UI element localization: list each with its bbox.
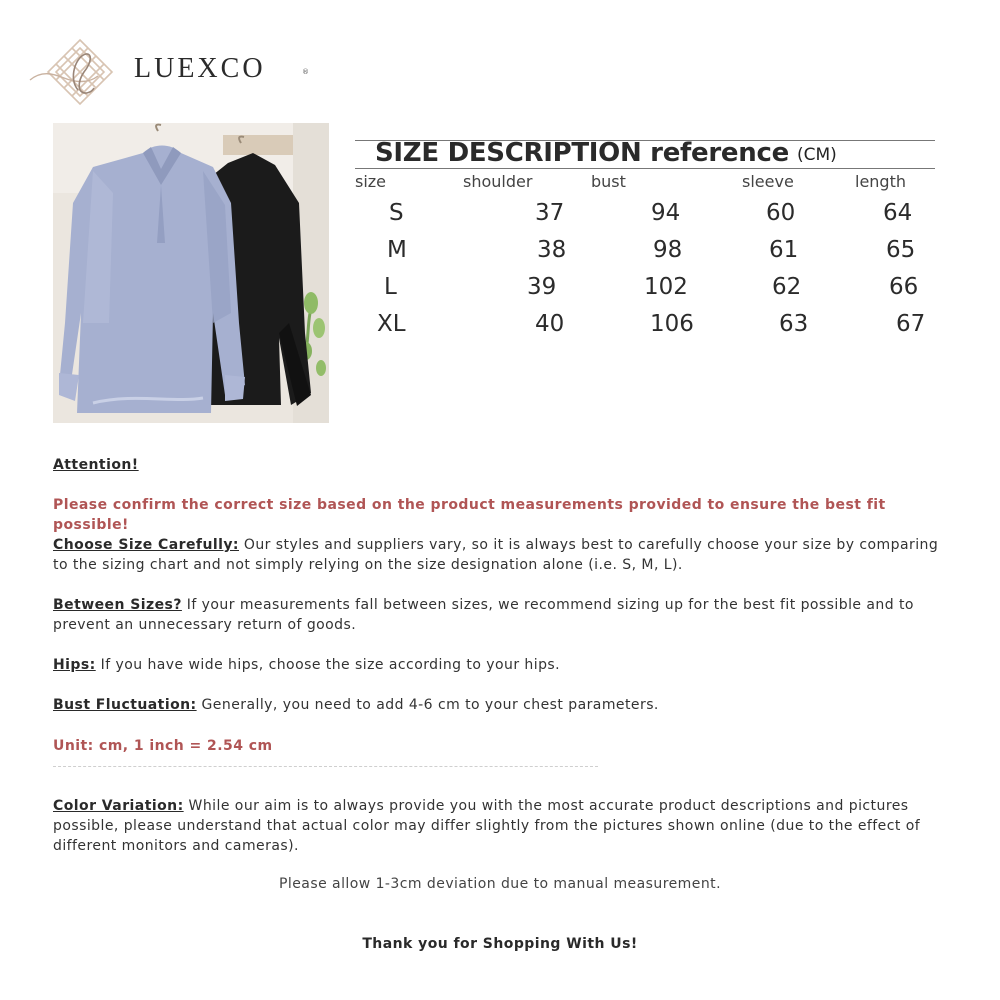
row-xl-length: 67 [896,311,926,337]
choose-size-text: Our styles and suppliers vary, so it is always best to carefully choose your size by comparing to the sizing chart and not simply relying on the size designation alone (i.e. S, M, L). [53,537,939,573]
choose-size-paragraph [53,535,953,575]
bust-fluctuation-text: Generally, you need to add 4-6 cm to your chest parameters. [196,697,659,713]
attention-label: Attention! [53,457,139,473]
row-s-size: S [389,200,404,226]
row-l-sleeve: 62 [772,274,802,300]
confirm-size-note: Please confirm the correct size based on the product measurements provided to ensure the best fit possible! [53,497,886,533]
header-size: size [355,172,387,191]
row-xl-size: XL [377,311,406,337]
deviation-note: Please allow 1-3cm deviation due to manual measurement. [279,876,721,892]
registered-mark: ® [302,68,309,76]
color-variation-paragraph [53,796,953,856]
size-chart-unit: (CM) [797,145,837,165]
header-shoulder: shoulder [463,172,533,191]
between-sizes-label: Between Sizes? [53,597,182,613]
row-m-bust: 98 [653,237,683,263]
row-xl-sleeve: 63 [779,311,809,337]
logo-emblem-icon [28,38,128,108]
hips-label: Hips: [53,657,96,673]
row-l-length: 66 [889,274,919,300]
row-s-length: 64 [883,200,913,226]
product-photo [53,123,329,423]
hips-text: If you have wide hips, choose the size according to your hips. [95,657,561,673]
header-sleeve: sleeve [742,172,794,191]
row-m-sleeve: 61 [769,237,799,263]
thank-you-note: Thank you for Shopping With Us! [362,936,638,952]
row-l-shoulder: 39 [527,274,557,300]
row-xl-shoulder: 40 [535,311,565,337]
size-chart-title: SIZE DESCRIPTION reference [375,138,789,168]
blouse-illustration [53,123,329,423]
brand-logo [28,38,309,108]
bust-fluctuation-paragraph [53,695,953,715]
between-sizes-paragraph [53,595,953,635]
row-l-size: L [384,274,397,300]
row-s-bust: 94 [651,200,681,226]
row-s-shoulder: 37 [535,200,565,226]
row-m-shoulder: 38 [537,237,567,263]
row-s-sleeve: 60 [766,200,796,226]
hips-paragraph [53,655,953,675]
attention-heading [53,455,953,475]
color-variation-text: While our aim is to always provide you with the most accurate product descriptions and pictures possible, please understand that actual color may differ slightly from the pictures shown online (due to the effect of different monitors and cameras). [53,798,921,854]
between-sizes-text: If your measurements fall between sizes, we recommend sizing up for the best fit possible and to prevent an unnecessary return of goods. [53,597,914,633]
bust-fluctuation-label: Bust Fluctuation: [53,697,197,713]
size-chart [353,132,935,352]
unit-note: Unit: cm, 1 inch = 2.54 cm [53,738,273,754]
row-m-length: 65 [886,237,916,263]
chart-bottom-rule [355,168,935,169]
row-l-bust: 102 [644,274,688,300]
brand-name: LUEXCO [134,53,266,84]
header-length: length [855,172,906,191]
header-bust: bust [591,172,626,191]
color-variation-label: Color Variation: [53,798,184,814]
choose-size-label: Choose Size Carefully: [53,537,239,553]
row-m-size: M [387,237,407,263]
dashed-divider [53,766,598,767]
row-xl-bust: 106 [650,311,694,337]
